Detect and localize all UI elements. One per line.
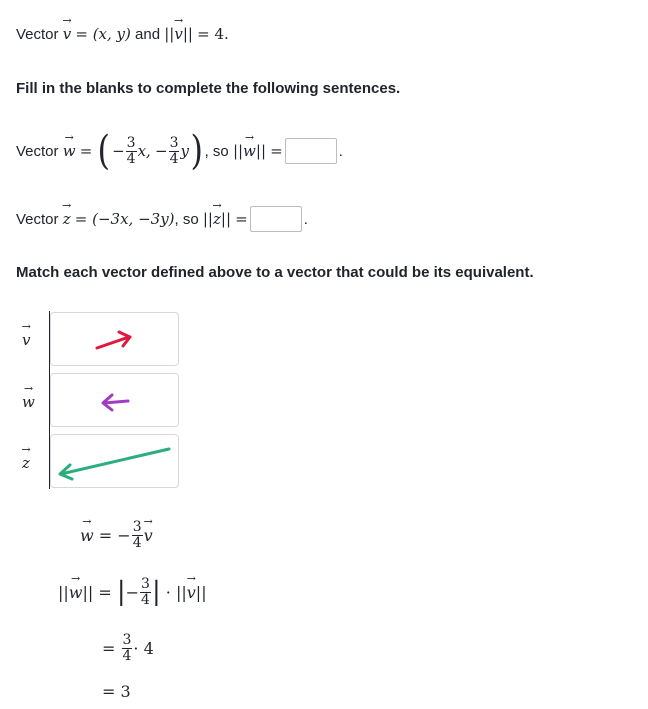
matcher-label-z: → z (22, 454, 30, 472)
green-arrow-icon (51, 435, 178, 487)
work-line-4: = 3 (102, 681, 131, 701)
purple-arrow-icon (51, 374, 178, 426)
norm-bars-left: || (202, 210, 213, 228)
norm-z-answer-input[interactable] (250, 206, 302, 232)
red-arrow-icon (51, 313, 178, 365)
norm-bars-left: || (164, 25, 175, 43)
work-line-3: = $\frac{3}{4}$ · 4 (102, 631, 154, 664)
w-minus-2: − (154, 142, 168, 160)
w-minus-1: − (112, 142, 125, 160)
draggable-card-green-arrow[interactable] (50, 434, 179, 488)
work-fraction-1 (132, 520, 143, 551)
z-period: . (303, 210, 308, 228)
left-paren: ( (98, 128, 111, 174)
frac-num: 3 (132, 518, 142, 535)
work-line-2: || → w || = | − $\frac{3}{4}$ | · || → v || (58, 570, 207, 614)
norm-bars-right: || (255, 142, 266, 160)
work-norm-v: → v (187, 583, 196, 602)
work-fraction-3 (122, 633, 133, 664)
norm-w-answer-input[interactable] (285, 138, 337, 164)
w-fraction-x (126, 136, 137, 167)
norm-bars-right: || (220, 210, 231, 228)
header-vector-word: Vector (16, 25, 59, 43)
norm-z-symbol: → z (213, 210, 221, 228)
w-y-var: y (180, 142, 189, 160)
z-vector-word: Vector (16, 210, 59, 228)
norm-bars-right: || (182, 25, 193, 43)
w-x-var: x, (137, 142, 151, 160)
frac-num: 3 (169, 134, 179, 151)
norm-w-symbol: → w (243, 142, 256, 160)
vector-z-symbol: → z (63, 210, 71, 228)
norm-w-equals: = (270, 142, 283, 160)
work-norm-w: → w (69, 583, 83, 602)
frac-num: 3 (126, 134, 136, 151)
vector-w-symbol: → w (63, 142, 76, 160)
frac-den: 4 (122, 647, 132, 664)
work-times-4: · 4 (133, 638, 154, 658)
and-word: and (135, 25, 161, 43)
w-equals: = (79, 142, 93, 160)
norm-v-equals: = 4. (197, 25, 229, 43)
z-so-word: , so (174, 210, 199, 228)
z-definition: = (−3x, −3y) (74, 210, 175, 228)
work-w-symbol: → w (80, 526, 94, 545)
frac-den: 4 (126, 150, 136, 167)
matcher-label-v: → v (22, 331, 30, 349)
sentence-z (16, 205, 308, 233)
draggable-card-purple-arrow[interactable] (50, 373, 179, 427)
sentence-w (16, 125, 343, 177)
norm-bars-left: || (232, 142, 244, 160)
work-line-1: → w = − $\frac{3}{4}$ → v (80, 515, 153, 555)
w-fraction-y (169, 136, 180, 167)
w-vector-word: Vector (16, 142, 59, 160)
draggable-card-red-arrow[interactable] (50, 312, 179, 366)
frac-den: 4 (169, 150, 179, 167)
right-paren: ) (190, 128, 204, 174)
frac-den: 4 (141, 591, 150, 608)
work-fraction-2 (140, 577, 151, 608)
w-so-word: , so (204, 142, 229, 160)
frac-num: 3 (122, 631, 132, 648)
work-v-symbol: → v (144, 526, 153, 545)
match-prompt: Match each vector defined above to a vector that could be its equivalent. (16, 263, 534, 281)
frac-num: 3 (141, 575, 150, 592)
w-period: . (338, 142, 343, 160)
instruction-text: Fill in the blanks to complete the following sentences. (16, 79, 401, 97)
vector-v-symbol: → v (63, 25, 71, 43)
matcher-label-w: → w (22, 393, 35, 411)
v-definition: = (x, y) (75, 25, 131, 43)
norm-v-symbol: → v (174, 25, 182, 43)
frac-den: 4 (132, 534, 142, 551)
norm-z-equals: = (235, 210, 248, 228)
header-line (16, 22, 229, 46)
